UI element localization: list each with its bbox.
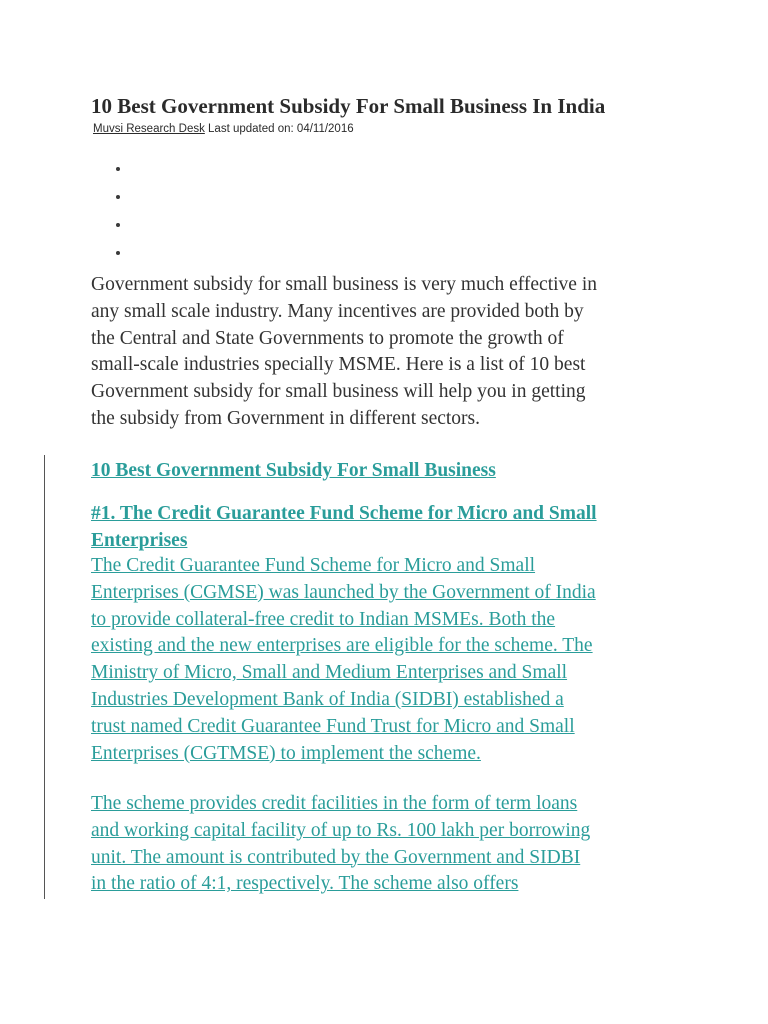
- paragraph-line: existing and the new enterprises are eligible for the scheme. The: [91, 635, 593, 657]
- scheme-heading-line: #1. The Credit Guarantee Fund Scheme for Micro and Small: [91, 503, 597, 524]
- scheme-heading-line: Enterprises: [91, 529, 188, 551]
- list-item: [96, 211, 116, 239]
- paragraph-line: Ministry of Micro, Small and Medium Enterprises and Small: [91, 662, 568, 684]
- scheme-1-heading-link[interactable]: [91, 501, 691, 554]
- scheme-1-details-link[interactable]: [91, 791, 691, 898]
- byline: [93, 121, 354, 137]
- paragraph-line: trust named Credit Guarantee Fund Trust for Micro and Small: [91, 715, 575, 737]
- paragraph-line: The Credit Guarantee Fund Scheme for Micro and Small: [91, 555, 536, 576]
- scheme-1-description-link[interactable]: [91, 553, 691, 767]
- intro-line: Government subsidy for small business will help you in getting: [91, 381, 586, 403]
- paragraph-line: and working capital facility of up to Rs. 100 lakh per borrowing: [91, 819, 591, 841]
- page-title: 10 Best Government Subsidy For Small Business In India: [91, 94, 606, 118]
- empty-bullet-list: [96, 155, 116, 267]
- list-item: [96, 183, 116, 211]
- intro-line: small-scale industries specially MSME. Here is a list of 10 best: [91, 354, 586, 376]
- author-link[interactable]: Muvsi Research Desk: [93, 123, 205, 135]
- paragraph-line: to provide collateral-free credit to Indian MSMEs. Both the: [91, 608, 556, 630]
- paragraph-line: in the ratio of 4:1, respectively. The scheme also offers: [91, 873, 519, 895]
- intro-line: the Central and State Governments to promote the growth of: [91, 327, 564, 349]
- intro-line: Government subsidy for small business is very much effective in: [91, 274, 598, 295]
- section-heading-link[interactable]: 10 Best Government Subsidy For Small Business: [91, 460, 496, 481]
- intro-line: any small scale industry. Many incentives are provided both by: [91, 300, 584, 322]
- vertical-divider: [44, 455, 45, 899]
- paragraph-line: Enterprises (CGMSE) was launched by the Government of India: [91, 581, 596, 603]
- intro-line: the subsidy from Government in different sectors.: [91, 407, 481, 429]
- last-updated-text: Last updated on: 04/11/2016: [204, 123, 354, 135]
- paragraph-line: unit. The amount is contributed by the Government and SIDBI: [91, 846, 581, 868]
- paragraph-line: The scheme provides credit facilities in the form of term loans: [91, 793, 578, 814]
- paragraph-line: Industries Development Bank of India (SIDBI) established a: [91, 688, 564, 710]
- list-item: [96, 239, 116, 267]
- list-item: [96, 155, 116, 183]
- paragraph-line: Enterprises (CGTMSE) to implement the scheme.: [91, 742, 481, 764]
- intro-paragraph: [91, 272, 691, 433]
